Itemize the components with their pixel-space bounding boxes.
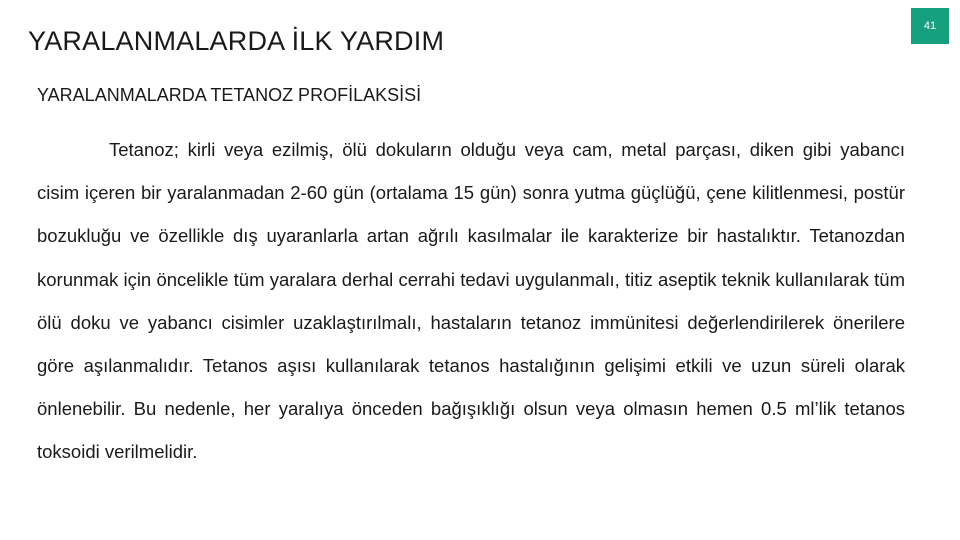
page-number-badge: 41 — [911, 8, 949, 44]
section-subtitle: YARALANMALARDA TETANOZ PROFİLAKSİSİ — [37, 85, 422, 105]
slide-title: YARALANMALARDA İLK YARDIM — [28, 26, 445, 56]
body-paragraph: Tetanoz; kirli veya ezilmiş, ölü dokuların olduğu veya cam, metal parçası, diken gibi yabancı cisim içeren bir yaralanmadan 2-60 gün (ortalama 15 gün) sonra yutma güçlüğü, çene kilitlenmesi, postür bozukluğu ve özellikle dış uyaranlarla artan ağrılı kasılmalar ile karakterize bir hastalıktır. Tetanozdan korunmak için öncelikle tüm yaralara derhal cerrahi tedavi uygulanmalı, titiz aseptik teknik kullanılarak tüm ölü doku ve yabancı cisimler uzaklaştırılmalı, hastaların tetanoz immünitesi değerlendirilerek önerilere göre aşılanmalıdır. Tetanos aşısı kullanılarak tetanos hastalığının gelişimi etkili ve uzun süreli olarak önlenebilir. Bu nedenle, her yaralıya önceden bağışıklığı olsun veya olmasın hemen 0.5 ml’lik tetanos toksoidi verilmelidir. — [37, 139, 905, 463]
